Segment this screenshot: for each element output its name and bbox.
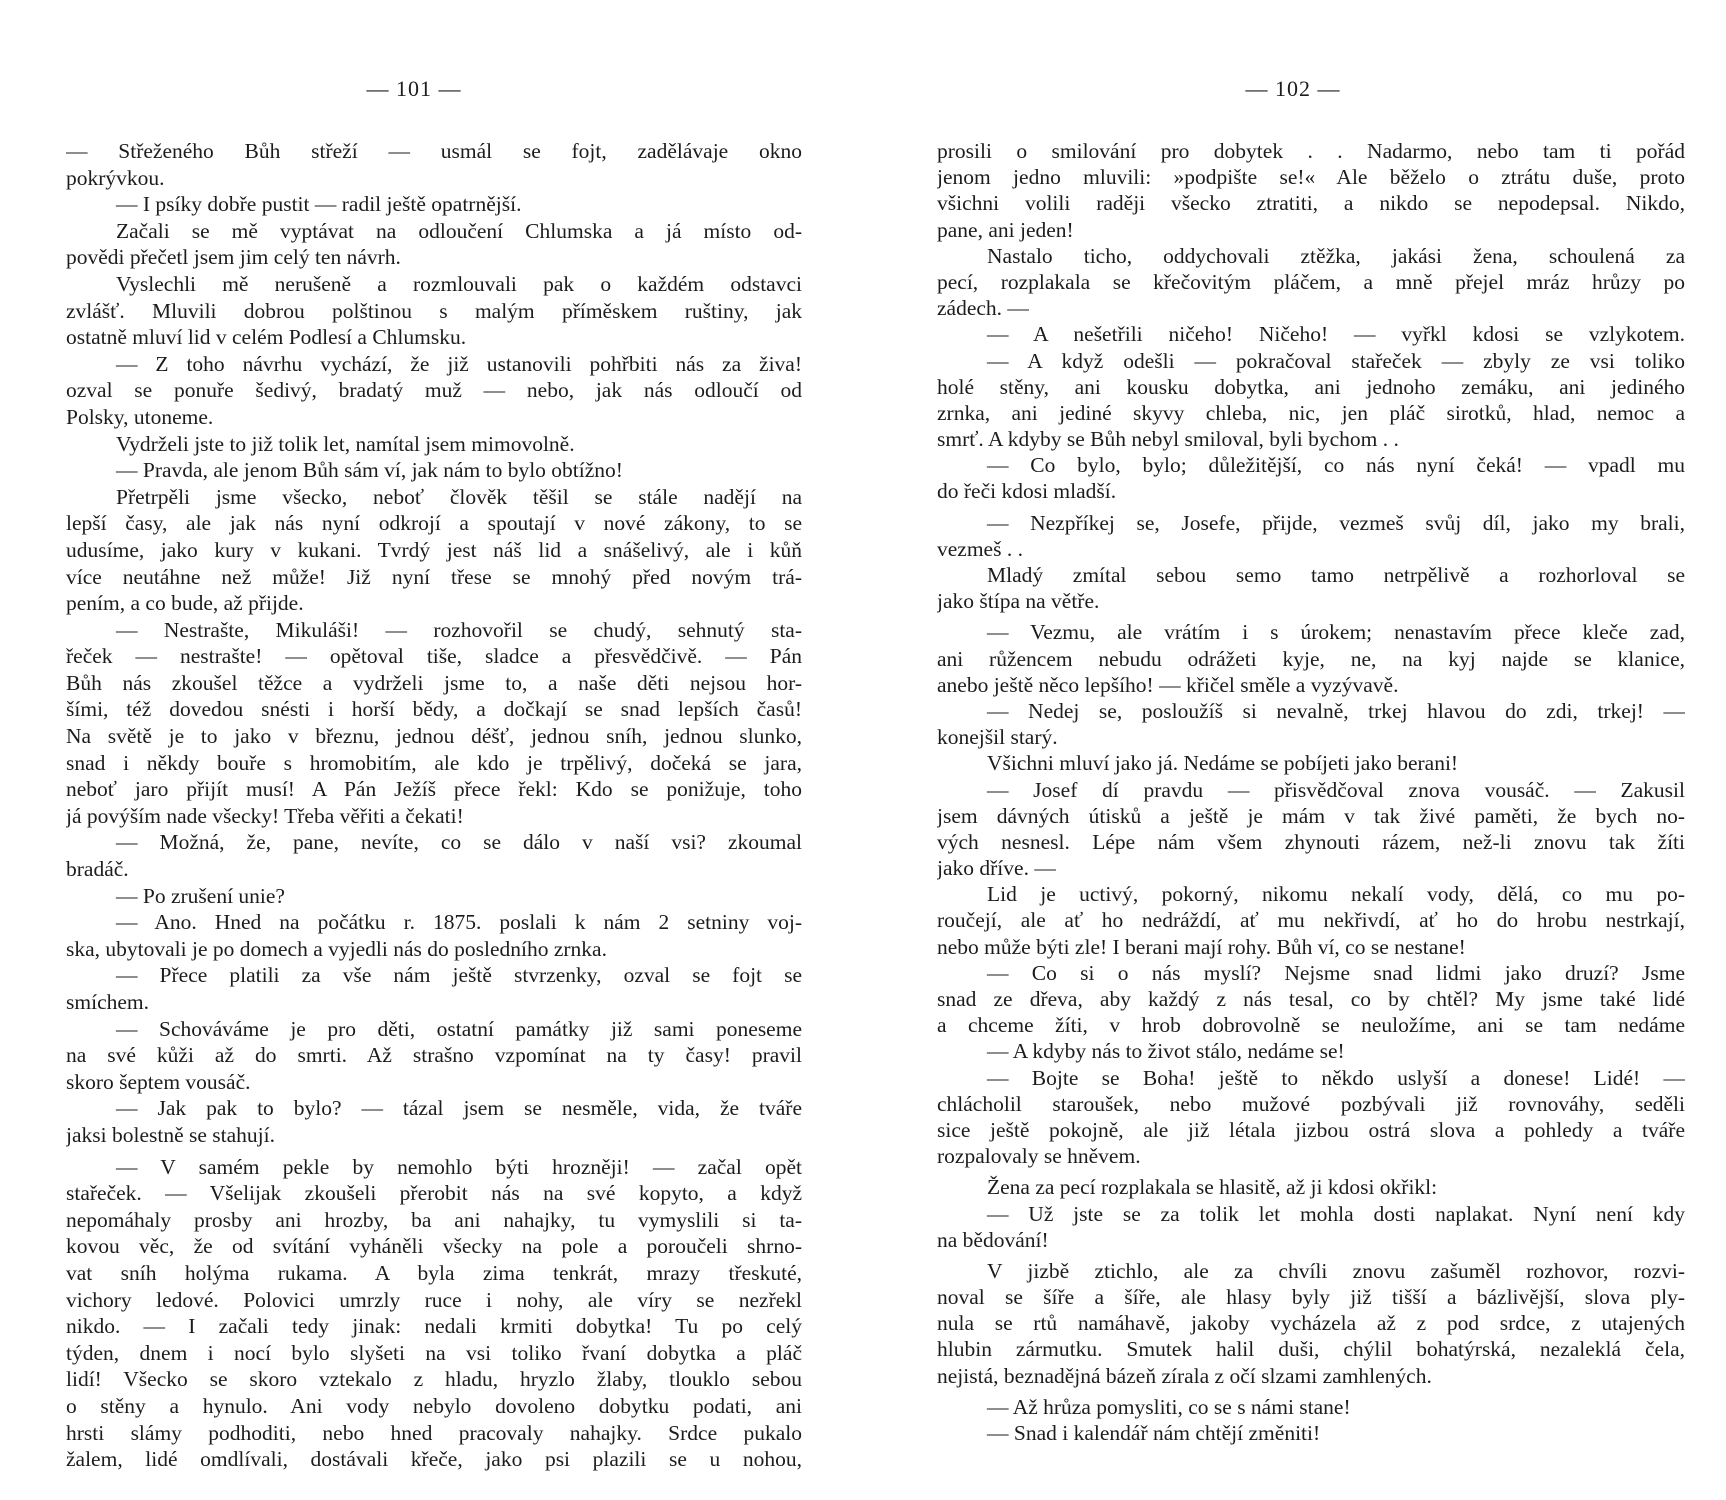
text-line: — A kdyby nás to život stálo, nedáme se! <box>987 1039 1345 1064</box>
text-line: vezmeš . . <box>937 536 1023 561</box>
text-line: — Josef dí pravdu — přisvědčoval znova vousáč. — Zakusil <box>987 777 1685 802</box>
text-line: jaksi bolestně se stahují. <box>66 1122 275 1147</box>
text-line: prosili o smilování pro dobytek . . Nadarmo, nebo tam ti pořád <box>937 139 1685 163</box>
text-line: smrť. A kdyby se Bůh nebyl smiloval, byli bychom . . <box>937 427 1399 452</box>
text-line: sice ještě pokojně, ale již létala jizbou ostrá slova a pohledy a tváře <box>937 1117 1685 1142</box>
text-line: — Pravda, ale jenom Bůh sám ví, jak nám to bylo obtížno! <box>116 458 623 483</box>
text-line: snad ze dřeva, aby každý z nás tesal, co by chtěl? My jsme také lidé <box>937 987 1685 1011</box>
text-line: stařeček. — Všelijak zkoušeli přerobit nás na své kopyto, a když <box>66 1181 802 1206</box>
text-line: ani růžencem nebudu odrážeti kyje, ne, na kyj najde se klanice, <box>937 646 1685 671</box>
text-line: roučejí, ale ať ho nedráždí, ať mu nekřivdí, ať ho do hrobu nestrkají, <box>937 908 1685 933</box>
text-line: vichory ledové. Polovici umrzly ruce i nohy, ale víry se nezřekl <box>66 1287 802 1312</box>
text-line: Nastalo ticho, oddychovali ztěžka, jakási žena, schoulená za <box>987 243 1685 268</box>
text-line: skoro šeptem vousáč. <box>66 1069 251 1094</box>
text-line: holé stěny, ani kousku dobytka, ani jednoho zemáku, ani jediného <box>937 374 1685 399</box>
text-line: nula se rtů namáhavě, jakoby vycházela až z pod srdce, z utajených <box>937 1311 1685 1336</box>
text-line: Mladý zmítal sebou semo tamo netrpělivě a rozhorloval se <box>987 563 1685 587</box>
text-line: — A když odešli — pokračoval stařeček — zbyly ze vsi toliko <box>987 348 1685 373</box>
text-line: nepomáhaly prosby ani hrozby, ba ani nahajky, tu vymyslili si ta- <box>66 1207 802 1232</box>
text-line: nejistá, beznadějná bázeň zírala z očí slzami zamhlených. <box>937 1363 1432 1388</box>
text-line: vých nesnesl. Lépe nám všem zhynouti rázem, než-li znovu tak žíti <box>937 829 1685 854</box>
text-line: Na světě je to jako v březnu, jednou déšť, jednou sníh, jednou slunko, <box>66 724 802 749</box>
text-line: žalem, lidé omdlívali, dostávali křeče, jako psi plazili se u nohou, <box>66 1447 802 1472</box>
text-line: anebo ještě něco lepšího! — křičel směle a vyzývavě. <box>937 672 1399 697</box>
text-line: pením, a co bude, až přijde. <box>66 591 304 616</box>
text-line: a chceme žíti, v hrob dobrovolně se neuložíme, ani se tam nedáme <box>937 1013 1685 1038</box>
text-line: smíchem. <box>66 990 149 1014</box>
text-line: Bůh nás zkoušel těžce a vydrželi jsme to, a naše děti nejsou hor- <box>66 670 802 695</box>
text-line: Přetrpěli jsme všecko, neboť člověk těšil se stále nadějí na <box>116 484 802 509</box>
text-line: — Možná, že, pane, nevíte, co se dálo v naší vsi? zkoumal <box>116 830 802 855</box>
text-line: Žena za pecí rozplakala se hlasitě, až ji kdosi okřikl: <box>987 1175 1438 1200</box>
text-line: více neutáhne než může! Již nyní třese se mnohý před novým trá- <box>66 564 802 589</box>
text-line: týden, dnem i nocí bylo slyšeti na vsi toliko řvaní dobytka a pláč <box>66 1340 802 1365</box>
text-line: — Co bylo, bylo; důležitější, co nás nyní čeká! — vpadl mu <box>987 453 1685 478</box>
text-line: zvlášť. Mluvili dobrou polštinou s malým příměskem ruštiny, jak <box>66 298 802 323</box>
text-line: — Po zrušení unie? <box>116 883 285 908</box>
text-line: ostatně mluví lid v celém Podlesí a Chlumsku. <box>66 325 467 350</box>
text-line: hrsti slámy podhoditi, nebo hned pracovaly nahajky. Srdce pukalo <box>66 1420 802 1445</box>
page-number: — 102 — <box>1245 76 1341 101</box>
text-line: — I psíky dobře pustit — radil ještě opatrnější. <box>116 192 522 217</box>
text-line: — Z toho návrhu vychází, že již ustanovili pohřbiti nás za živa! <box>116 351 802 376</box>
text-line: — Ano. Hned na počátku r. 1875. poslali k nám 2 setniny voj- <box>116 910 802 935</box>
text-line: udusíme, jako kury v kukani. Tvrdý jest náš lid a snášelivý, ale i kůň <box>66 537 802 562</box>
text-line: zrnka, ani jediné skyvy chleba, nic, jen pláč sirotků, hlad, nemoc a <box>937 400 1685 425</box>
text-line: jenom jedno mluvili: »podpište se!« Ale běželo o ztrátu duše, proto <box>937 165 1685 190</box>
text-line: — Nestrašte, Mikuláši! — rozhovořil se chudý, sehnutý sta- <box>116 617 802 642</box>
text-line: snad i někdy bouře s hromobitím, ale kdo je trpělivý, dočeká se jara, <box>66 750 802 775</box>
text-line: Vydrželi jste to již tolik let, namítal jsem mimovolně. <box>116 431 575 456</box>
page-text <box>937 138 1685 1446</box>
text-line: ozval se ponuře šedivý, bradatý muž — nebo, jak nás odloučí od <box>66 378 802 403</box>
text-line: nebo může býti zle! I berani mají rohy. Bůh ví, co se nestane! <box>937 934 1466 959</box>
text-line: šími, též dovedou snésti i horší bědy, a dočkají se snad lepších časů! <box>66 697 802 722</box>
text-line: pane, ani jeden! <box>937 217 1074 242</box>
text-line: — Přece platili za vše nám ještě stvrzenky, ozval se fojt se <box>116 963 802 988</box>
text-line: — Střeženého Bůh střeží — usmál se fojt, zadělávaje okno <box>66 139 802 163</box>
text-line: všichni volili raději všecko ztratiti, a nikdo se nepodepsal. Nikdo, <box>937 191 1685 216</box>
text-line: — Už jste se za tolik let mohla dosti naplakat. Nyní není kdy <box>987 1201 1685 1226</box>
text-line: — A nešetřili ničeho! Ničeho! — vyřkl kdosi se vzlykotem. <box>987 322 1685 347</box>
text-line: na bědování! <box>937 1227 1049 1252</box>
text-line: povědi přečetl jsem jim celý ten návrh. <box>66 245 401 270</box>
text-line: — Schováváme je pro děti, ostatní památky již sami poneseme <box>116 1016 802 1041</box>
text-line: — Jak pak to bylo? — tázal jsem se nesměle, vida, že tváře <box>116 1096 802 1121</box>
text-line: pokrývkou. <box>66 165 165 190</box>
text-line: lidí! Všecko se skoro vztekalo z hladu, hryzlo žlaby, tlouklo sebou <box>66 1367 802 1392</box>
text-line: já povýším nade všecky! Třeba věřiti a čekati! <box>66 803 464 828</box>
text-line: řeček — nestrašte! — opětoval tiše, sladce a přesvědčivě. — Pán <box>66 644 802 669</box>
page-number: — 101 — <box>366 76 462 101</box>
text-line: jako dříve. — <box>937 856 1056 881</box>
text-line: na své kůži až do smrti. Až strašno vzpomínat na ty časy! pravil <box>66 1043 802 1068</box>
text-line: ska, ubytovali je po domech a vyjedli nás do posledního zrnka. <box>66 936 607 961</box>
text-line: rozpalovaly se hněvem. <box>937 1144 1141 1169</box>
text-line: — V samém pekle by nemohlo býti hrozněji! — začal opět <box>116 1154 802 1179</box>
text-line: Vyslechli mě nerušeně a rozmlouvali pak o každém odstavci <box>116 271 802 296</box>
text-line: zádech. — <box>937 296 1029 321</box>
text-line: — Nezpříkej se, Josefe, přijde, vezmeš svůj díl, jako my brali, <box>987 510 1685 535</box>
text-line: V jizbě ztichlo, ale za chvíli znovu zašuměl rozhovor, rozvi- <box>987 1258 1685 1283</box>
text-line: — Vezmu, ale vrátím i s úrokem; nenastavím přece kleče zad, <box>987 620 1685 645</box>
text-line: Všichni mluví jako já. Nedáme se pobíjeti jako berani! <box>987 751 1459 776</box>
text-line: neboť jaro přijít musí! A Pán Ježíš přece řekl: Kdo se ponižuje, toho <box>66 777 802 802</box>
text-line: vat sníh holýma rukama. A byla zima tenkrát, mrazy třeskuté, <box>66 1260 802 1285</box>
text-line: — Co si o nás myslí? Nejsme snad lidmi jako druzí? Jsme <box>987 960 1685 985</box>
text-line: konejšil starý. <box>937 725 1058 750</box>
text-line: hlubin zármutku. Smutek halil duši, chýlil bohatýrská, nezaleklá čela, <box>937 1337 1685 1362</box>
text-line: Lid je uctivý, pokorný, nikomu nekalí vody, dělá, co mu po- <box>987 882 1685 907</box>
text-line: nikdo. — I začali tedy jinak: nedali krmiti dobytka! Tu po celý <box>66 1314 802 1339</box>
text-line: — Bojte se Boha! ještě to někdo uslyší a donese! Lidé! — <box>987 1065 1685 1090</box>
text-line: Polsky, utoneme. <box>66 404 214 429</box>
page-text <box>66 138 802 1473</box>
text-line: noval se šíře a šíře, ale hlasy byly již tišší a bázlivější, slova ply- <box>937 1285 1685 1310</box>
text-line: — Snad i kalendář nám chtějí změniti! <box>987 1421 1321 1445</box>
text-line: kovou věc, že od svítání vyháněli všecky na pole a poroučeli shrno- <box>66 1234 802 1259</box>
text-line: jako štípa na větře. <box>937 589 1100 614</box>
text-line: lepší časy, ale jak nás nyní odkrojí a spoutají v nové zákony, to se <box>66 511 802 536</box>
text-line: o stěny a hynulo. Ani vody nebylo dovoleno dobytku podati, ani <box>66 1393 802 1418</box>
text-line: — Nedej se, posloužíš si nevalně, trkej hlavou do zdi, trkej! — <box>987 698 1685 723</box>
text-line: pecí, rozplakala se křečovitým pláčem, a mně přejel mráz hrůzy po <box>937 269 1685 294</box>
text-line: Začali se mě vyptávat na odloučení Chlumska a já místo od- <box>116 218 802 243</box>
text-line: bradáč. <box>66 857 129 882</box>
text-line: — Až hrůza pomysliti, co se s námi stane! <box>987 1394 1351 1419</box>
text-line: chlácholil staroušek, nebo mužové pozbývali již rovnováhy, seděli <box>937 1091 1685 1116</box>
text-line: jsem dávných útisků a ještě je mám v tak živé paměti, že bych no- <box>937 803 1685 828</box>
text-line: do řeči kdosi mladší. <box>937 479 1117 504</box>
